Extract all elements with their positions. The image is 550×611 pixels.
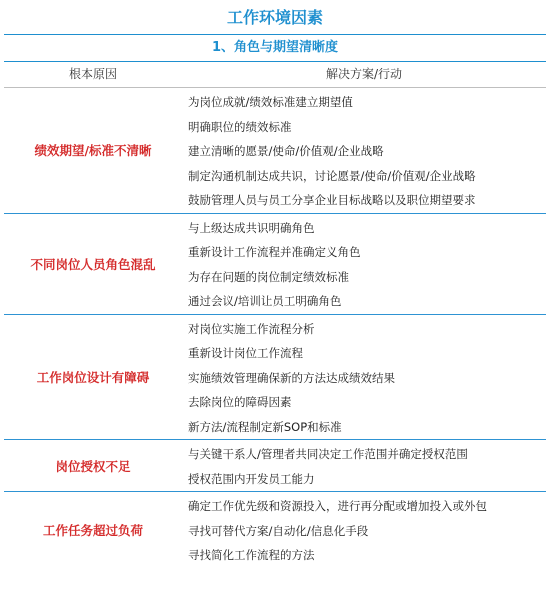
table-body bbox=[0, 88, 550, 568]
table-header bbox=[4, 62, 546, 88]
solution-item: 寻找可替代方案/自动化/信息化手段 bbox=[188, 523, 369, 538]
table-group bbox=[4, 214, 546, 315]
solution-item: 寻找简化工作流程的方法 bbox=[188, 548, 315, 562]
solution-item: 对岗位实施工作流程分析 bbox=[188, 321, 315, 336]
solution-item: 制定沟通机制达成共识，讨论愿景/使命/价值观/企业战略 bbox=[188, 168, 476, 183]
solution-item: 通过会议/培训让员工明确角色 bbox=[188, 294, 342, 308]
root-cause: 不同岗位人员角色混乱 bbox=[30, 256, 156, 272]
solution-item: 为岗位成就/绩效标准建立期望值 bbox=[188, 95, 353, 109]
table-group bbox=[4, 315, 546, 441]
solution-item: 与关键干系人/管理者共同决定工作范围并确定授权范围 bbox=[188, 447, 468, 461]
solution-list bbox=[182, 88, 546, 213]
solution-item: 重新设计岗位工作流程 bbox=[188, 346, 303, 360]
solution-list bbox=[182, 440, 546, 491]
table-group bbox=[4, 492, 546, 568]
solution-item: 确定工作优先级和资源投入，进行再分配或增加投入或外包 bbox=[188, 499, 487, 513]
solution-item: 授权范围内开发员工能力 bbox=[188, 471, 315, 486]
page-title: 工作环境因素 bbox=[226, 8, 323, 27]
root-cause: 绩效期望/标准不清晰 bbox=[34, 143, 152, 159]
solution-item: 实施绩效管理确保新的方法达成绩效结果 bbox=[188, 370, 395, 385]
solution-item: 为存在问题的岗位制定绩效标准 bbox=[188, 269, 349, 284]
root-cause: 工作岗位设计有障碍 bbox=[36, 369, 150, 385]
table-group bbox=[4, 440, 546, 492]
solution-list bbox=[182, 315, 546, 440]
solution-item: 鼓励管理人员与员工分享企业目标战略以及职位期望要求 bbox=[188, 193, 476, 207]
root-cause: 岗位授权不足 bbox=[55, 458, 131, 474]
solution-item: 重新设计工作流程并准确定义角色 bbox=[188, 245, 361, 259]
solution-item: 明确职位的绩效标准 bbox=[188, 119, 292, 134]
solution-list bbox=[182, 214, 546, 314]
section-subtitle: 1、角色与期望清晰度 bbox=[4, 34, 546, 62]
solution-item: 去除岗位的障碍因素 bbox=[188, 395, 292, 409]
header-cause: 根本原因 bbox=[68, 67, 117, 81]
table-group bbox=[4, 88, 546, 214]
solution-item: 建立清晰的愿景/使命/价值观/企业战略 bbox=[188, 144, 384, 158]
root-cause: 工作任务超过负荷 bbox=[42, 522, 143, 538]
header-solution: 解决方案/行动 bbox=[325, 67, 403, 81]
solution-item: 新方法/流程制定新SOP和标准 bbox=[188, 419, 342, 434]
solution-item: 与上级达成共识明确角色 bbox=[188, 220, 315, 235]
solution-list bbox=[182, 492, 546, 568]
